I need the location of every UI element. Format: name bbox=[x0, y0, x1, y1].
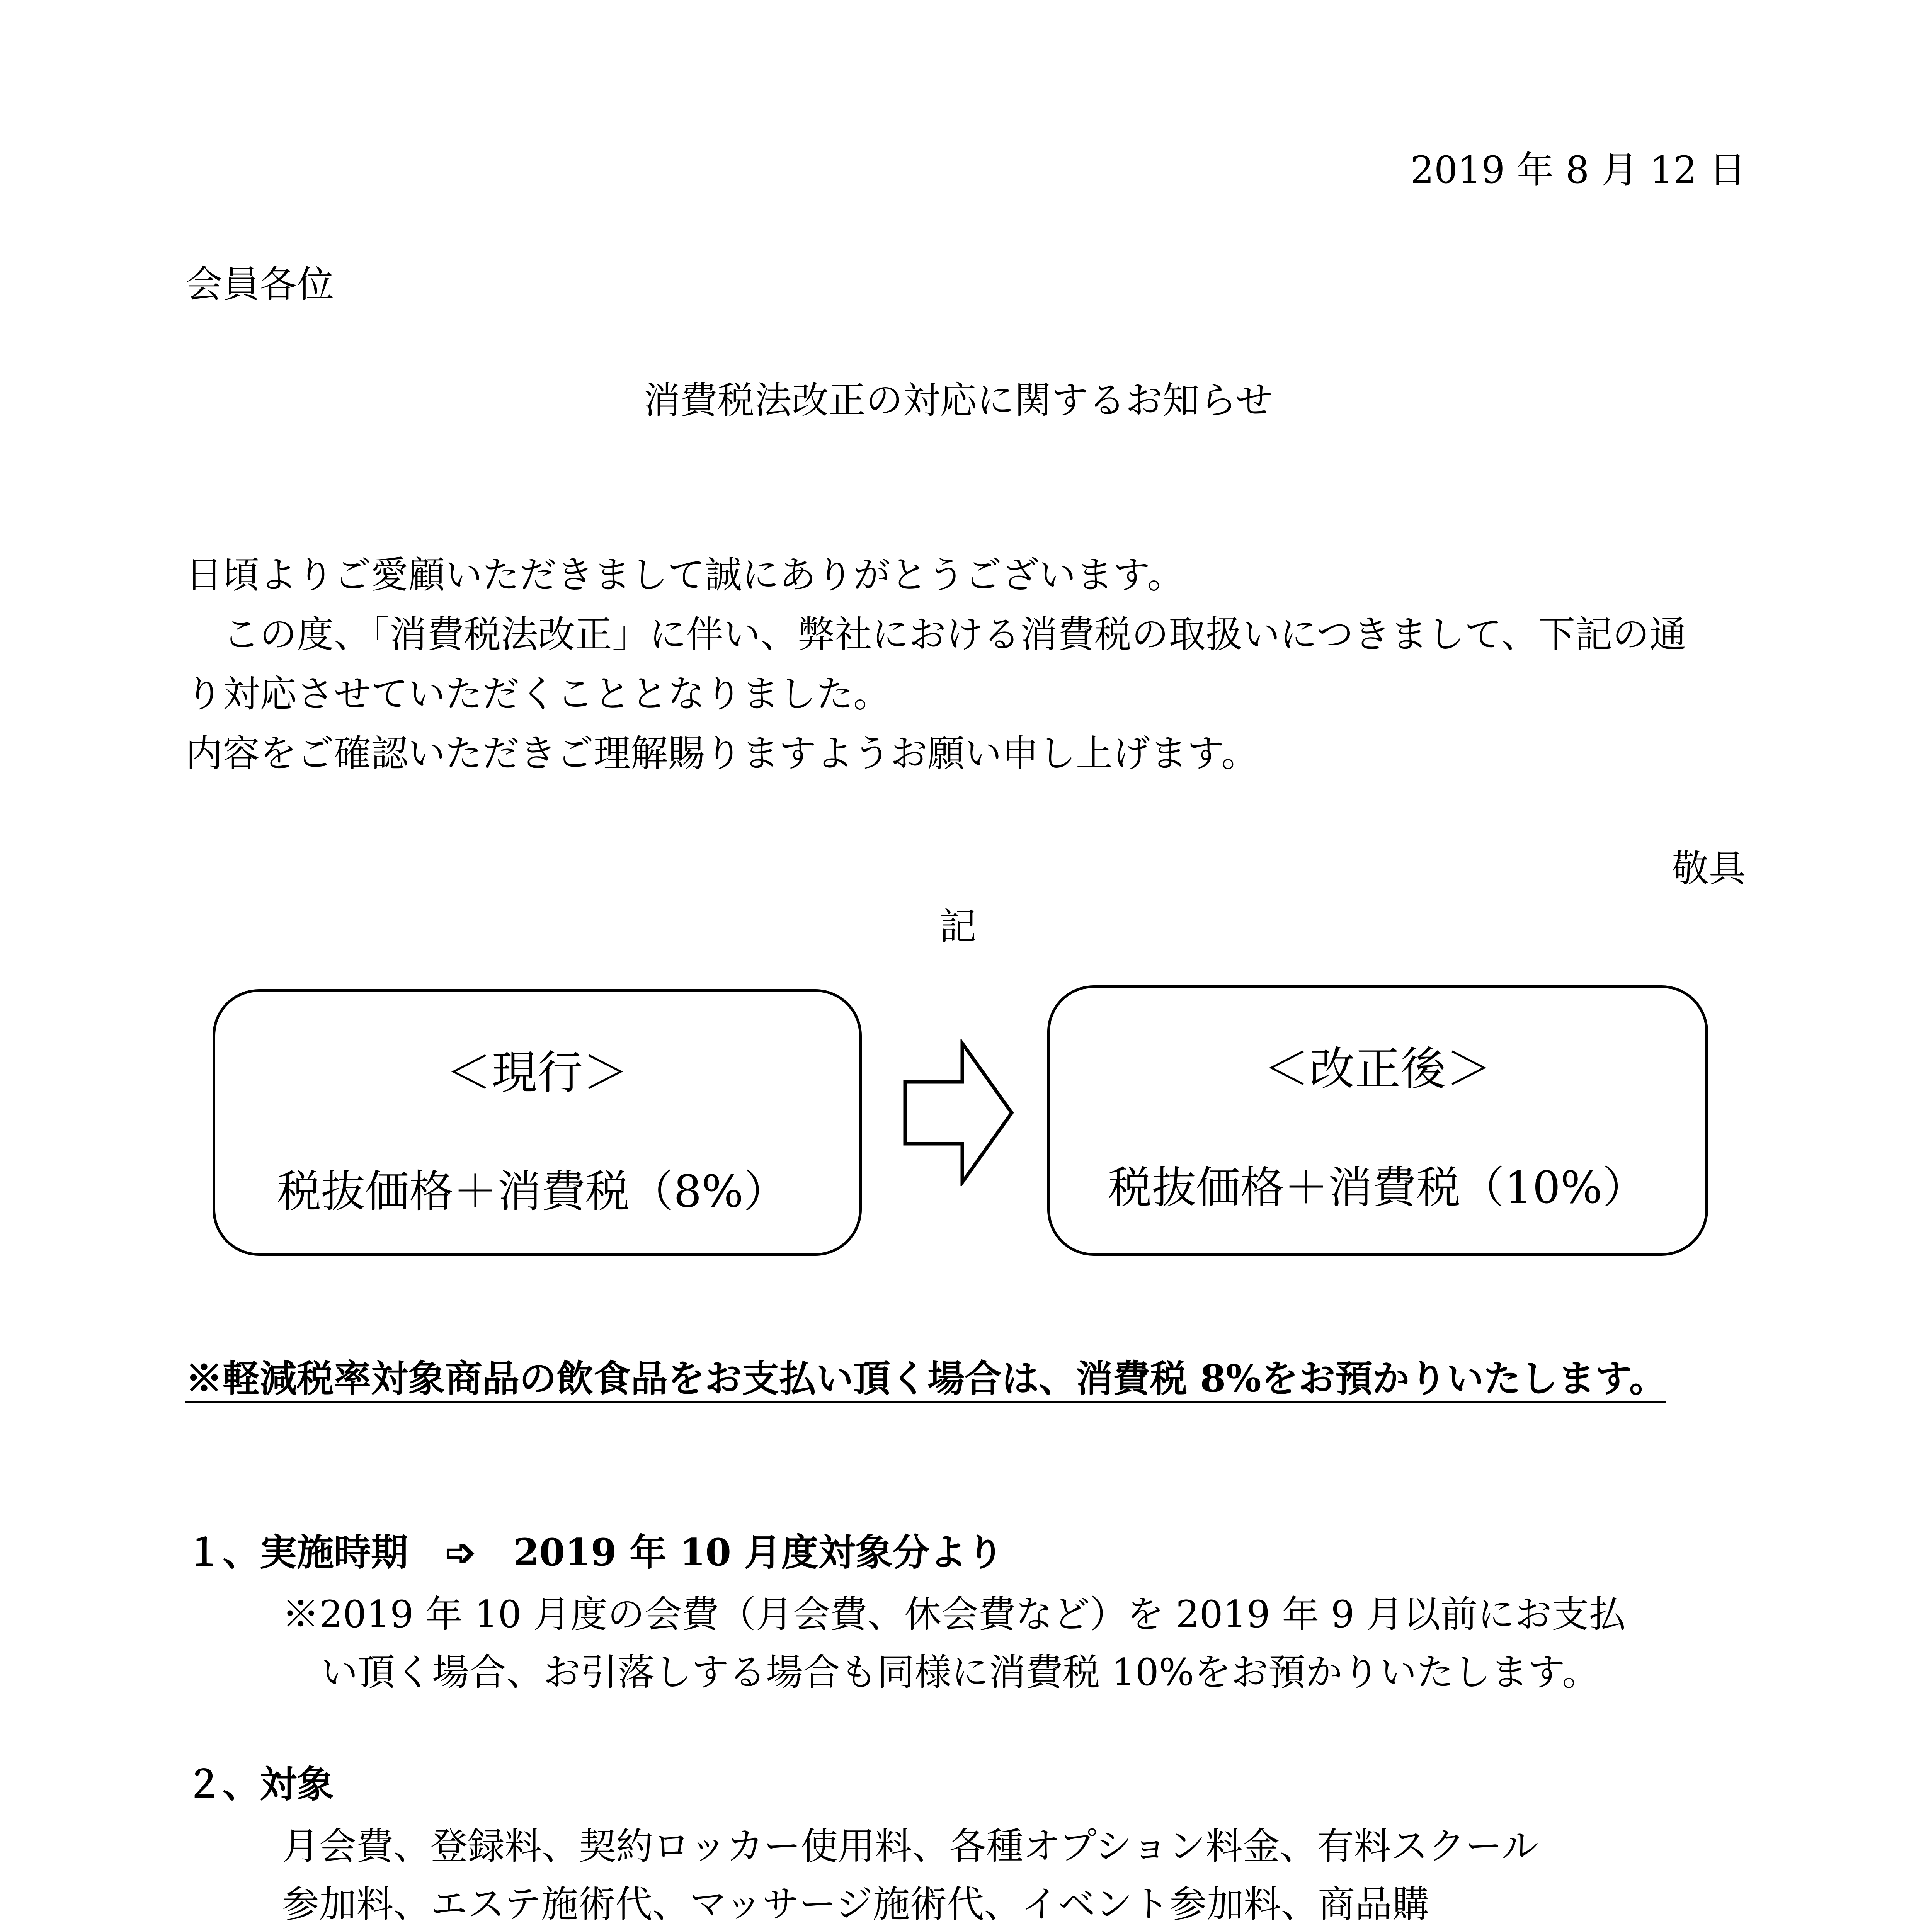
intro-line-3: り対応させていただくこととなりました。 bbox=[185, 672, 890, 716]
current-rate-box bbox=[213, 989, 862, 1256]
revised-rate-body: 税抜価格＋消費税（10%） bbox=[1108, 1162, 1647, 1213]
document-date: 2019 年 8 月 12 日 bbox=[1410, 148, 1746, 192]
section-2-line-2: 参加料、エステ施術代、マッサージ施術代、イベント参加料、商品購 bbox=[282, 1883, 1429, 1926]
section-1-line-2: い頂く場合、お引落しする場合も同様に消費税 10%をお預かりいたします。 bbox=[321, 1651, 1600, 1694]
current-rate-body: 税抜価格＋消費税（8%） bbox=[277, 1166, 788, 1217]
addressee: 会員各位 bbox=[185, 263, 334, 306]
revised-rate-heading: ＜改正後＞ bbox=[1263, 1042, 1492, 1095]
section-1-line-1: ※2019 年 10 月度の会費（月会費、休会費など）を 2019 年 9 月以前にお支払 bbox=[282, 1593, 1626, 1636]
intro-line-4: 内容をご確認いただきご理解賜りますようお願い申し上げます。 bbox=[185, 732, 1259, 775]
ki-label: 記 bbox=[939, 905, 977, 948]
closing-keigu: 敬具 bbox=[1672, 847, 1746, 890]
section-1-heading: １、実施時期 ➩ 2019 年 10 月度対象分より bbox=[185, 1531, 1004, 1574]
revised-rate-box bbox=[1047, 985, 1708, 1256]
reduced-rate-note: ※軽減税率対象商品の飲食品をお支払い頂く場合は、消費税 8%をお預かりいたします。 bbox=[185, 1357, 1666, 1400]
intro-line-2: この度、「消費税法改正」に伴い、弊社における消費税の取扱いにつきまして、下記の通 bbox=[185, 613, 1687, 656]
section-2-line-1: 月会費、登録料、契約ロッカー使用料、各種オプション料金、有料スクール bbox=[282, 1825, 1539, 1868]
document-title: 消費税法改正の対応に関するお知らせ bbox=[643, 379, 1273, 422]
right-arrow-icon bbox=[900, 1039, 1016, 1186]
section-2-heading: ２、対象 bbox=[185, 1762, 334, 1806]
current-rate-heading: ＜現行＞ bbox=[446, 1046, 628, 1099]
intro-line-1: 日頃よりご愛顧いただきまして誠にありがとうございます。 bbox=[185, 553, 1184, 597]
